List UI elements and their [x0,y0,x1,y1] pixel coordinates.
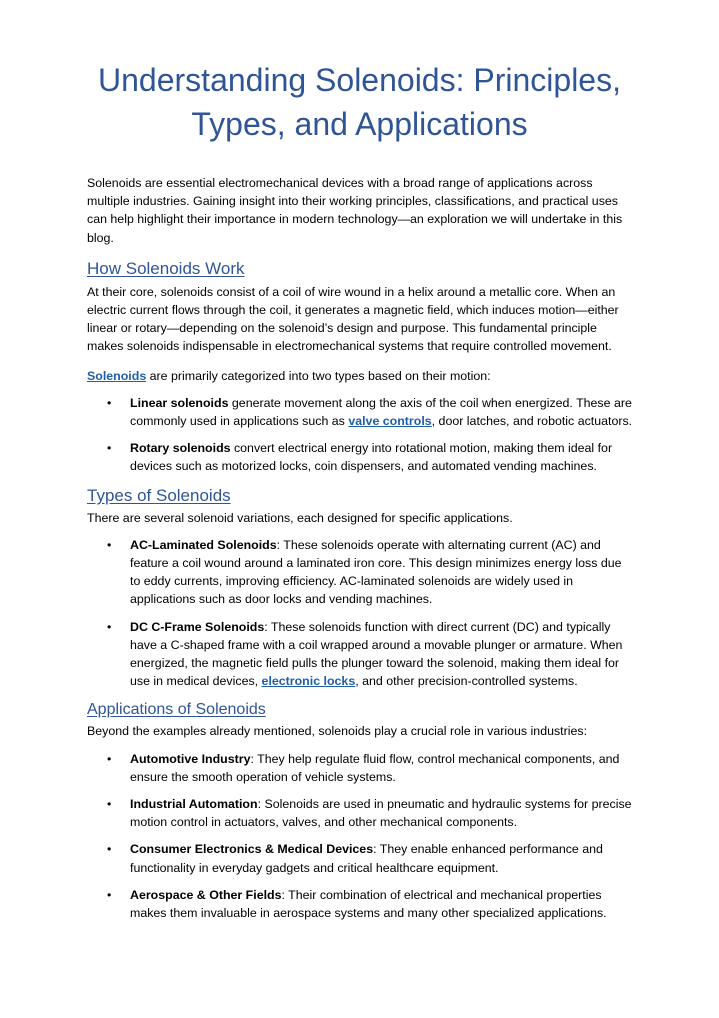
bullet-icon: • [107,441,112,456]
how-lead-text: are primarily categorized into two types based on their motion: [146,368,491,383]
item-text: : Solenoids are used in pneumatic and hydraulic systems for precise motion control in actuators, valves, and other mechanical components. [130,797,632,830]
page-title: Understanding Solenoids: Principles, Types, and Applications [98,62,621,142]
item-text: generate movement along the axis of the coil when energized. These are commonly used in applications such as [130,395,632,429]
list-item [87,618,635,691]
list-item [87,536,635,609]
item-text: : These solenoids function with direct current (DC) and typically have a C-shaped frame with a coil wrapped around a movable plunger or armature. When energized, the magnetic field pulls the plunger toward the solenoid, making them ideal for use in medical devices, [130,619,623,689]
apps-lead: Beyond the examples already mentioned, solenoids play a crucial role in various industries: [87,724,588,739]
list-item [87,750,635,786]
item-term: Linear solenoids [130,395,229,410]
bullet-icon: • [107,619,112,634]
solenoid-motion-list [87,394,635,476]
item-text: : These solenoids operate with alternating current (AC) and feature a coil wound around a laminated iron core. This design minimizes energy loss due to eddy currents, improving efficiency. AC-laminated solenoids are widely used in applications such as door locks and vending machines. [130,537,622,607]
heading-types-of-solenoids: Types of Solenoids [87,485,231,505]
bullet-icon: • [107,395,112,410]
item-text: convert electrical energy into rotational motion, making them ideal for devices such as motorized locks, coin dispensers, and automated vending machines. [130,441,613,474]
bullet-icon: • [107,842,112,857]
bullet-icon: • [107,797,112,812]
solenoid-types-list [87,536,635,691]
electronic-locks-link[interactable]: electronic locks [261,674,356,689]
list-item [87,886,635,922]
item-text: : Their combination of electrical and mechanical properties makes them invaluable in aerospace systems and many other specialized applications. [130,887,607,921]
item-term: Aerospace & Other Fields [130,887,282,902]
list-item [87,795,635,831]
item-term: Automotive Industry [130,751,251,766]
item-term: Industrial Automation [130,797,258,812]
item-text: : They enable enhanced performance and functionality in everyday gadgets and critical healthcare equipment. [130,842,603,875]
document-body [87,174,635,931]
item-term: DC C-Frame Solenoids [130,619,265,634]
how-paragraph: At their core, solenoids consist of a coil of wire wound in a helix around a metallic core. When an electric current flows through the coil, it generates a magnetic field, which induces motion—either linear or rotary—depending on the solenoid’s design and purpose. This fundamental principle makes solenoids indispensable in electromechanical systems that require controlled movement. [87,284,619,354]
applications-list [87,750,635,923]
how-lead [87,367,635,385]
bullet-icon: • [107,537,112,552]
bullet-icon: • [107,751,112,766]
heading-applications-of-solenoids: Applications of Solenoids [87,701,266,719]
item-text: : They help regulate fluid flow, control mechanical components, and ensure the smooth operation of vehicle systems. [130,751,620,784]
item-term: Rotary solenoids [130,441,231,456]
heading-how-solenoids-work: How Solenoids Work [87,258,245,278]
item-text: , door latches, and robotic actuators. [431,414,633,429]
types-lead: There are several solenoid variations, each designed for specific applications. [87,510,513,525]
item-text: , and other precision-controlled systems. [355,674,578,689]
list-item [87,439,635,475]
item-term: AC-Laminated Solenoids [130,537,277,552]
solenoids-link[interactable]: Solenoids [87,368,147,383]
list-item [87,840,635,876]
valve-controls-link[interactable]: valve controls [348,414,432,429]
item-term: Consumer Electronics & Medical Devices [130,842,374,857]
list-item [87,394,635,430]
intro-paragraph: Solenoids are essential electromechanical devices with a broad range of applications across multiple industries. Gaining insight into their working principles, classifications, and practical uses can help highlight their importance in modern technology—an exploration we will undertake in this blog. [87,176,623,245]
bullet-icon: • [107,887,112,902]
